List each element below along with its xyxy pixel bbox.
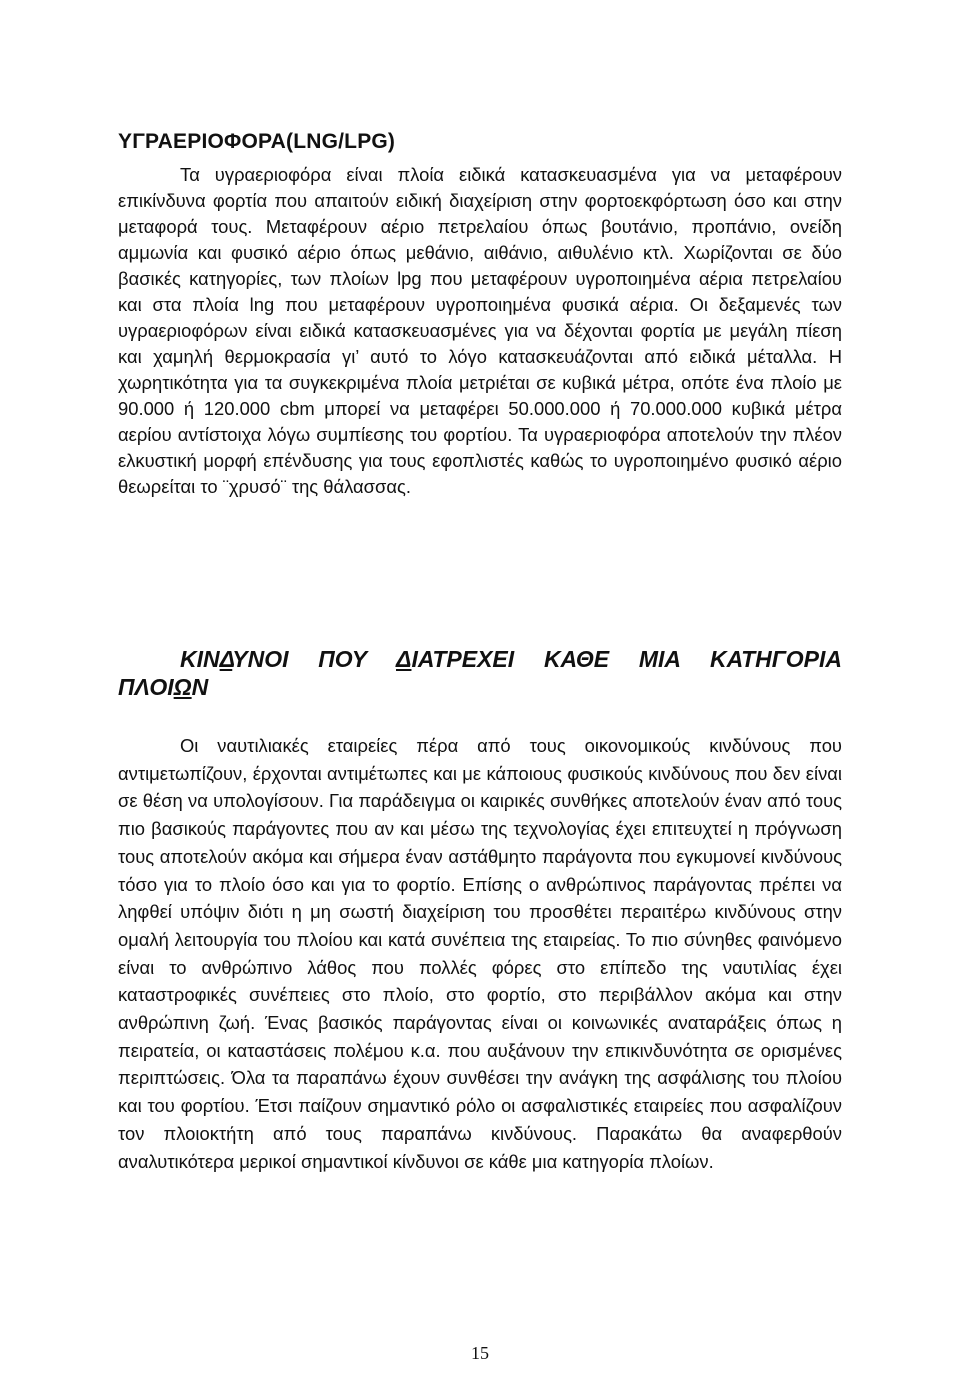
- section-heading-risks: [118, 645, 842, 701]
- heading-text-underlined: Ω: [173, 674, 192, 700]
- heading-line-1: [118, 645, 842, 673]
- paragraph-text: Τα υγραεριοφόρα είναι πλοία ειδικά κατασκευασμένα για να μεταφέρουν επικίνδυνα φορτία που απαιτούν ειδική διαχείριση στην φορτοεκφόρτωση όσο και στην μεταφορά τους. Μεταφέρουν αέριο πετρελαίου όπως βουτάνιο, προπάνιο, ονείδη αμμωνία και φυσικό αέριο όπως μεθάνιο, αιθάνιο, αιθυλένιο κτλ. Χωρίζονται σε δύο βασικές κατηγορίες, των πλοίων lpg που μεταφέρουν υγροποιημένα αέρια πετρελαίου και στα πλοία lng που μεταφέρουν υγροποιημένα φυσικά αέρια. Οι δεξαμενές των υγραεριοφόρων είναι ειδικά κατασκευασμένες για να δέχονται φορτία με μεγάλη πίεση και χαμηλή θερμοκρασία γι’ αυτό το λόγο κατασκευάζονται από ειδικά μέταλλα. Η χωρητικότητα για τα συγκεκριμένα πλοία μετριέται σε κυβικά μέτρα, οπότε ένα πλοίο με 90.000 ή 120.000 cbm μπορεί να μεταφέρει 50.000.000 ή 70.000.000 κυβικά μέτρα αερίου αντίστοιχα λόγω συμπίεσης του φορτίου. Τα υγραεριοφόρα αποτελούν την πλέον ελκυστική μορφή επένδυσης για τους εφοπλιστές καθώς το υγροποιημένο φυσικό αέριο θεωρείται το ¨χρυσό¨ της θάλασσας.: [118, 164, 842, 497]
- heading-text: ΙΑΤΡΕΧΕΙ ΚΑΘΕ ΜΙΑ ΚΑΤΗΓΟΡΙΑ: [411, 646, 842, 672]
- heading-text: ΥΝΟΙ ΠΟΥ: [232, 646, 397, 672]
- heading-text: ΠΛΟΙ: [118, 674, 174, 700]
- heading-text: Ν: [191, 674, 209, 700]
- heading-text-underlined: Δ: [396, 646, 412, 672]
- section-heading-lng-lpg: ΥΓΡΑΕΡΙΟΦΟΡΑ(LNG/LPG): [118, 130, 396, 153]
- paragraph-text: Οι ναυτιλιακές εταιρείες πέρα από τους οικονομικούς κινδύνους που αντιμετωπίζουν, έρχονται αντιμέτωπες και με κάποιους φυσικούς κινδύνους που δεν είναι σε θέση να υπολογίσουν. Για παράδειγμα οι καιρικές συνθήκες αποτελούν έναν από τους πιο βασικούς παράγοντες που αν και μέσω της τεχνολογίας έχει επιτευχτεί η πρόγνωση τους αποτελούν ακόμα και σήμερα έναν αστάθμητο παράγοντα που εγκυμονεί κινδύνους τόσο για το πλοίο όσο και για το φορτίο. Επίσης ο ανθρώπινος παράγοντας πρέπει να ληφθεί υπόψιν διότι η μη σωστή διαχείριση του προσθέτει περαιτέρω κινδύνους στην ομαλή λειτουργία του πλοίου και κατά συνέπεια της εταιρείας. Το πιο σύνηθες φαινόμενο είναι το ανθρώπινο λάθος που πολλές φόρες στο επίπεδο της ναυτιλίας έχει καταστροφικές συνέπειες στο πλοίο, στο φορτίο, στο περιβάλλον ακόμα και στην ανθρώπινη ζωή. Ένας βασικός παράγοντας είναι οι κοινωνικές αναταράξεις όπως η πειρατεία, οι καταστάσεις πολέμου κ.α. που αυξάνουν την επικινδυνότητα σε ορισμένες περιπτώσεις. Όλα τα παραπάνω έχουν συνθέσει την ανάγκη της ασφάλισης του πλοίου και του φορτίου. Έτσι παίζουν σημαντικό ρόλο οι ασφαλιστικές εταιρείες που ασφαλίζουν τον πλοιοκτήτη από τους παραπάνω κινδύνους. Παρακάτω θα αναφερθούν αναλυτικότερα μερικοί σημαντικοί κίνδυνοι σε κάθε μια κατηγορία πλοίων.: [118, 735, 842, 1172]
- heading-line-2: [118, 674, 208, 700]
- page-number: 15: [471, 1343, 489, 1363]
- heading-text-underlined: Δ: [219, 646, 233, 672]
- paragraph-risks: [118, 732, 842, 1175]
- heading-text: ΚΙΝ: [180, 646, 220, 672]
- paragraph-lng-lpg: [118, 162, 842, 500]
